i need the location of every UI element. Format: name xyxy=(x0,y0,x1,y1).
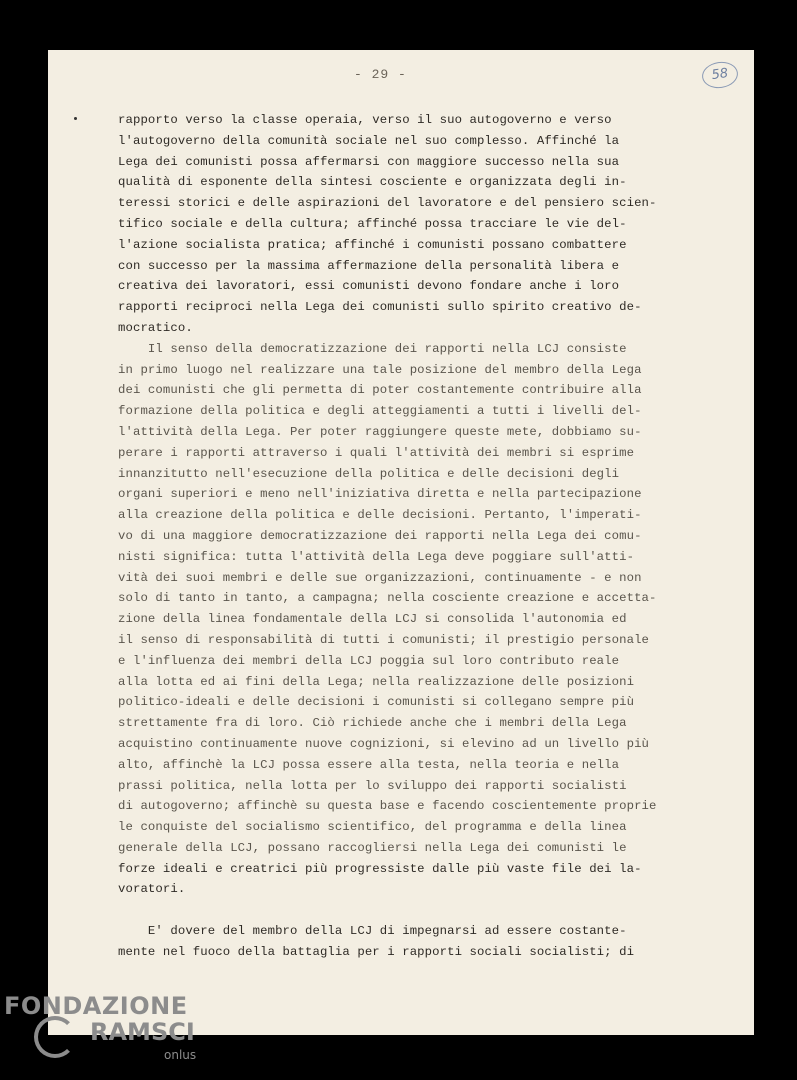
text-line: forze ideali e creatrici più progressiste dalle più vaste file dei la- xyxy=(118,861,642,876)
text-line: mente nel fuoco della battaglia per i rapporti sociali socialisti; di xyxy=(118,944,635,959)
watermark-g-logo-icon xyxy=(34,1016,76,1058)
archive-stamp: 58 xyxy=(700,60,739,91)
text-line: acquistino continuamente nuove cognizioni, si elevino ad un livello più xyxy=(118,736,650,751)
typewritten-text xyxy=(118,110,748,963)
text-line: e l'influenza dei membri della LCJ poggia sul loro contributo reale xyxy=(118,653,620,668)
text-line: innanzitutto nell'esecuzione della politica e delle decisioni degli xyxy=(118,466,620,481)
text-line: organi superiori e meno nell'iniziativa diretta e nella partecipazione xyxy=(118,487,642,502)
text-line: solo di tanto in tanto, a campagna; nella cosciente creazione e accetta- xyxy=(118,591,657,606)
text-line: dei comunisti che gli permetta di poter costantemente contribuire alla xyxy=(118,383,642,398)
text-line: generale della LCJ, possano raccogliersi nella Lega dei comunisti le xyxy=(118,840,627,855)
text-line: le conquiste del socialismo scientifico, del programma e della linea xyxy=(118,820,627,835)
text-line xyxy=(118,900,748,921)
text-line: strettamente fra di loro. Ciò richiede anche che i membri della Lega xyxy=(118,716,627,731)
text-line: E' dovere del membro della LCJ di impegnarsi ad essere costante- xyxy=(118,924,627,939)
text-line: tifico sociale e della cultura; affinché possa tracciare le vie del- xyxy=(118,216,627,231)
text-line: vità dei suoi membri e delle sue organizzazioni, continuamente - e non xyxy=(118,570,642,585)
fondazione-gramsci-watermark xyxy=(4,992,204,1072)
text-line: in primo luogo nel realizzare una tale posizione del membro della Lega xyxy=(118,362,642,377)
text-line: nisti significa: tutta l'attività della Lega deve poggiare sull'atti- xyxy=(118,549,635,564)
watermark-line1: FONDAZIONE xyxy=(4,992,188,1020)
text-line: rapporti reciproci nella Lega dei comunisti sullo spirito creativo de- xyxy=(118,300,642,315)
text-line: voratori. xyxy=(118,882,186,897)
text-line: mocratico. xyxy=(118,320,193,335)
text-line: l'autogoverno della comunità sociale nel suo complesso. Affinché la xyxy=(118,133,620,148)
text-line: di autogoverno; affinchè su questa base e facendo coscientemente proprie xyxy=(118,799,657,814)
text-line: politico-ideali e delle decisioni i comunisti si collegano sempre più xyxy=(118,695,635,710)
text-line: Il senso della democratizzazione dei rapporti nella LCJ consiste xyxy=(118,341,627,356)
text-line: teressi storici e delle aspirazioni del lavoratore e del pensiero scien- xyxy=(118,196,657,211)
text-line: il senso di responsabilità di tutti i comunisti; il prestigio personale xyxy=(118,632,650,647)
text-line: rapporto verso la classe operaia, verso il suo autogoverno e verso xyxy=(118,113,612,127)
watermark-line2: RAMSCI xyxy=(90,1018,195,1046)
document-page xyxy=(48,50,754,1035)
text-line: alla lotta ed ai fini della Lega; nella realizzazione delle posizioni xyxy=(118,674,635,689)
text-line: perare i rapporti attraverso i quali l'attività dei membri si esprime xyxy=(118,445,635,460)
text-line: l'attività della Lega. Per poter raggiungere queste mete, dobbiamo su- xyxy=(118,424,642,439)
watermark-line3: onlus xyxy=(164,1048,197,1062)
text-line: l'azione socialista pratica; affinché i comunisti possano combattere xyxy=(118,237,627,252)
text-line: Lega dei comunisti possa affermarsi con maggiore successo nella sua xyxy=(118,154,620,169)
page-number: - 29 - xyxy=(354,67,407,82)
text-line: alto, affinchè la LCJ possa essere alla testa, nella teoria e nella xyxy=(118,757,620,772)
text-line: alla creazione della politica e delle decisioni. Pertanto, l'imperati- xyxy=(118,508,642,523)
text-line: zione della linea fondamentale della LCJ si consolida l'autonomia ed xyxy=(118,612,627,627)
text-line: prassi politica, nella lotta per lo sviluppo dei rapporti socialisti xyxy=(118,778,627,793)
text-line: creativa dei lavoratori, essi comunisti devono fondare anche i loro xyxy=(118,279,620,294)
margin-dot xyxy=(74,117,77,120)
text-line: qualità di esponente della sintesi cosciente e organizzata degli in- xyxy=(118,175,627,190)
text-line: formazione della politica e degli atteggiamenti a tutti i livelli del- xyxy=(118,404,642,419)
text-line: con successo per la massima affermazione della personalità libera e xyxy=(118,258,620,273)
text-line: vo di una maggiore democratizzazione dei rapporti nella Lega dei comu- xyxy=(118,528,642,543)
